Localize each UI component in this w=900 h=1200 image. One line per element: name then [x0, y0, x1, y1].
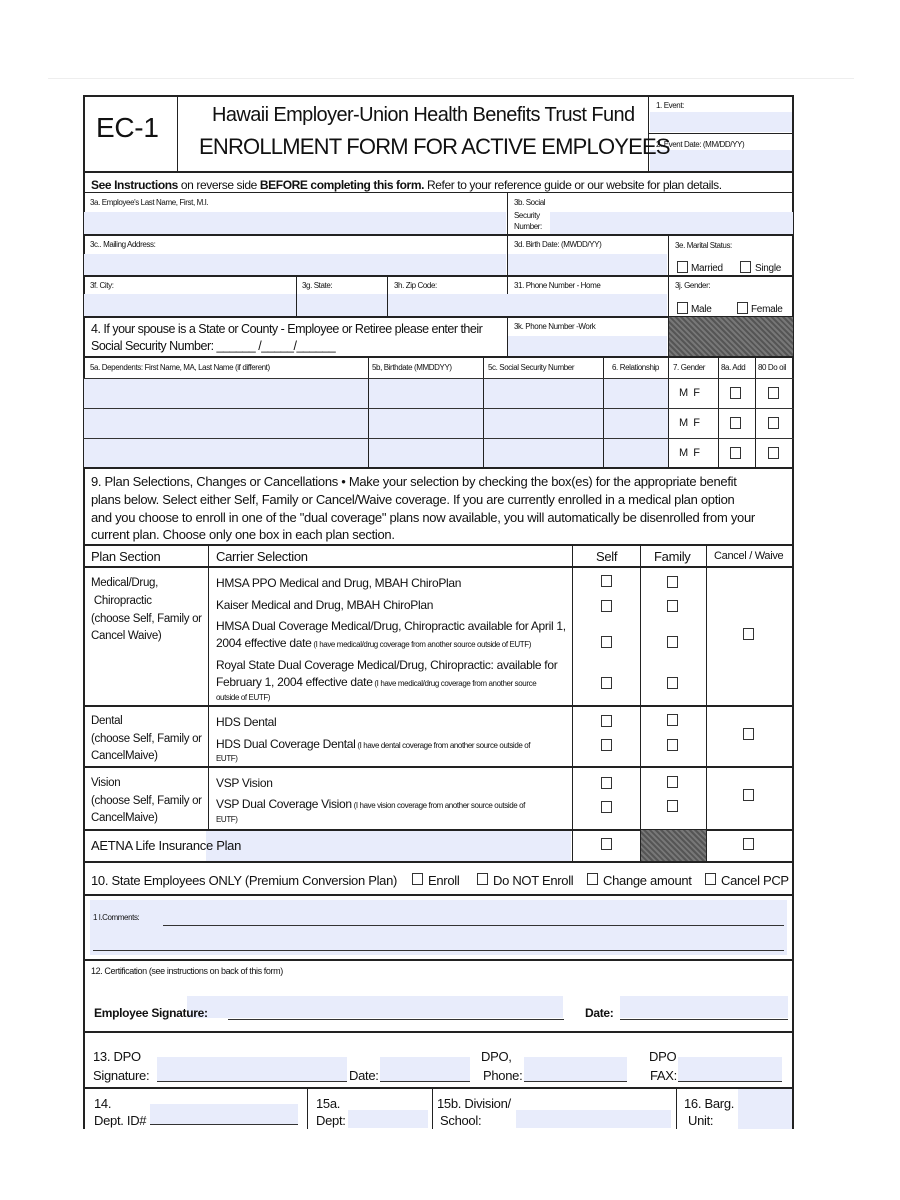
self-checkbox[interactable]: [601, 600, 612, 612]
cancel-pcp-label: Cancel PCP: [721, 873, 789, 888]
section9-text: current plan. Choose only one box in each plan section.: [91, 527, 395, 542]
plan-header: Plan Section: [91, 549, 161, 564]
label-3c: 3c.. Mailing Address:: [90, 240, 156, 249]
label-3e: 3e. Marital Status:: [675, 241, 732, 250]
carrier-kaiser: Kaiser Medical and Drug, MBAH ChiroPlan: [216, 598, 434, 612]
plan-header: Carrier Selection: [216, 549, 308, 564]
female-checkbox[interactable]: [737, 302, 748, 314]
form-subtitle: ENROLLMENT FORM FOR ACTIVE EMPLOYEES: [199, 134, 670, 159]
instructions-text: See Instructions on reverse side BEFORE completing this form. Refer to your reference guide or our website for plan details.: [91, 178, 722, 192]
male-label: Male: [691, 304, 712, 315]
ssn-field[interactable]: [550, 212, 793, 234]
comments-field[interactable]: [90, 900, 787, 955]
label-3k: 3k. Phone Number -Work: [514, 322, 596, 331]
dpo-date-field[interactable]: [380, 1057, 470, 1081]
dpo-phone-field[interactable]: [524, 1057, 627, 1081]
dept-label-2: Dept:: [316, 1113, 346, 1128]
self-checkbox[interactable]: [601, 575, 612, 587]
family-checkbox[interactable]: [667, 600, 678, 612]
plan-header: Cancel / Waive: [714, 550, 784, 562]
dpo-signature-label: Signature:: [93, 1068, 150, 1083]
page-edge: [48, 78, 854, 79]
vision-section-label: Vision: [91, 777, 121, 789]
employee-name-field[interactable]: [84, 212, 506, 234]
dental-section-label: CancelMaive): [91, 750, 158, 762]
family-checkbox[interactable]: [667, 576, 678, 588]
self-checkbox[interactable]: [601, 777, 612, 789]
event-label: 1. Event:: [656, 101, 684, 110]
division-field[interactable]: [516, 1110, 671, 1128]
aetna-cancel-checkbox[interactable]: [743, 838, 754, 850]
event-field[interactable]: [650, 112, 792, 132]
dpo-phone-label: DPO,: [481, 1049, 512, 1064]
dep-add-checkbox[interactable]: [730, 417, 741, 429]
section9-text: and you choose to enroll in one of the "dual coverage" plans now available, you will automatically be disenrolled from your: [91, 510, 755, 525]
signature-date-label: Date:: [585, 1006, 614, 1020]
employee-signature-label: Employee Signature:: [94, 1006, 208, 1020]
redacted-area: [641, 830, 706, 862]
dept-id-label: 14.: [94, 1096, 112, 1111]
label-3b: 3b. Social: [514, 198, 546, 207]
division-label-2: School:: [440, 1113, 482, 1128]
self-checkbox[interactable]: [601, 636, 612, 648]
label-3h: 3h. Zip Code:: [394, 281, 437, 290]
enroll-label: Enroll: [428, 873, 460, 888]
dpo-fax-label-2: FAX:: [650, 1068, 677, 1083]
family-checkbox[interactable]: [667, 714, 678, 726]
aetna-label: AETNA Life Insurance Plan: [91, 838, 242, 853]
spouse-ssn-field[interactable]: Social Security Number: ______ /_____/______: [91, 339, 336, 353]
carrier-hds-dual-2: EUTF): [216, 754, 238, 763]
carrier-royal-state: Royal State Dual Coverage Medical/Drug, Chiropractic: available for: [216, 658, 558, 672]
form-code: EC-1: [96, 112, 159, 143]
dental-section-label: Dental: [91, 715, 123, 727]
dep-add-checkbox[interactable]: [730, 447, 741, 459]
self-checkbox[interactable]: [601, 801, 612, 813]
dep-header: 5a. Dependents: First Name, MA, Last Name (if different): [90, 363, 270, 372]
family-checkbox[interactable]: [667, 739, 678, 751]
married-label: Married: [691, 263, 723, 274]
carrier-vsp-vision: VSP Vision: [216, 776, 273, 790]
label-3j: 3j. Gender:: [675, 281, 711, 290]
dep-drop-checkbox[interactable]: [768, 447, 779, 459]
label-3f: 3f. City:: [90, 281, 114, 290]
self-checkbox[interactable]: [601, 677, 612, 689]
cancel-pcp-checkbox[interactable]: [705, 873, 716, 885]
section9-text: plans below. Select either Self, Family or Cancel/Waive coverage. If you are currently enrolled in a medical plan option: [91, 492, 735, 507]
city-state-zip-phone-fields[interactable]: [84, 294, 667, 316]
dpo-signature-field[interactable]: [157, 1057, 347, 1081]
carrier-hmsa-dual: HMSA Dual Coverage Medical/Drug, Chiropractic available for April 1,: [216, 619, 566, 633]
dep-drop-checkbox[interactable]: [768, 417, 779, 429]
comments-label: 1 l.Comments:: [93, 913, 140, 922]
barg-unit-label-2: Unit:: [688, 1113, 714, 1128]
dpo-label: 13. DPO: [93, 1049, 141, 1064]
enroll-checkbox[interactable]: [412, 873, 423, 885]
employee-signature-field[interactable]: [187, 996, 563, 1018]
work-phone-field[interactable]: [508, 336, 667, 356]
medical-section-label: Cancel Waive): [91, 630, 162, 642]
do-not-enroll-checkbox[interactable]: [477, 873, 488, 885]
single-checkbox[interactable]: [740, 261, 751, 273]
event-date-label: 2. Event Date: (MM/DD/YY): [656, 140, 745, 149]
do-not-enroll-label: Do NOT Enroll: [493, 873, 574, 888]
section10-label: 10. State Employees ONLY (Premium Conversion Plan): [91, 873, 398, 888]
section9-text: 9. Plan Selections, Changes or Cancellations • Make your selection by checking the box(es) for the appropriate benefit: [91, 474, 737, 489]
dep-gender[interactable]: M F: [679, 447, 701, 459]
dental-section-label: (choose Self, Family or: [91, 733, 202, 745]
family-checkbox[interactable]: [667, 776, 678, 788]
carrier-vsp-dual: VSP Dual Coverage Vision (I have vision coverage from another source outside of: [216, 797, 525, 811]
dep-header: 6. Relationship: [612, 363, 659, 372]
dependents-fields[interactable]: [84, 378, 668, 468]
male-checkbox[interactable]: [677, 302, 688, 314]
change-amount-label: Change amount: [603, 873, 692, 888]
redacted-area: [669, 317, 793, 357]
change-amount-checkbox[interactable]: [587, 873, 598, 885]
carrier-royal-state-2: February 1, 2004 effective date (I have medical/drug coverage from another source: [216, 675, 537, 689]
vision-section-label: CancelMaive): [91, 812, 158, 824]
married-checkbox[interactable]: [677, 261, 688, 273]
birth-date-field[interactable]: [508, 254, 667, 275]
barg-unit-field[interactable]: [738, 1089, 792, 1129]
dep-header: 8a. Add: [721, 363, 746, 372]
division-label: 15b. Division/: [437, 1096, 511, 1111]
dept-id-field[interactable]: [150, 1104, 298, 1125]
carrier-hds-dual: HDS Dual Coverage Dental (I have dental coverage from another source outside of: [216, 737, 531, 751]
barg-unit-label: 16. Barg.: [684, 1096, 735, 1111]
dep-header: 5c. Social Security Number: [488, 363, 575, 372]
label-3a: 3a. Employee's Last Name, First, M.I.: [90, 198, 209, 207]
form-title: Hawaii Employer-Union Health Benefits Trust Fund: [212, 104, 635, 126]
family-checkbox[interactable]: [667, 677, 678, 689]
carrier-hds-dental: HDS Dental: [216, 715, 277, 729]
family-checkbox[interactable]: [667, 636, 678, 648]
dep-header: 7. Gender: [673, 363, 705, 372]
dept-field[interactable]: [348, 1110, 428, 1128]
aetna-self-checkbox[interactable]: [601, 838, 612, 850]
event-date-field[interactable]: [650, 150, 792, 171]
dept-id-label-2: Dept. ID#: [94, 1113, 147, 1128]
carrier-hmsa-ppo: HMSA PPO Medical and Drug, MBAH ChiroPlan: [216, 576, 462, 590]
cancel-waive-checkbox[interactable]: [743, 628, 754, 640]
dpo-phone-label-2: Phone:: [483, 1068, 523, 1083]
dep-header: 5b, Birthdate (MMDDYY): [372, 363, 452, 372]
dep-gender[interactable]: M F: [679, 387, 701, 399]
carrier-hmsa-dual-2: 2004 effective date (I have medical/drug coverage from another source outside of EUTF): [216, 636, 532, 650]
dpo-fax-label: DPO: [649, 1049, 677, 1064]
carrier-vsp-dual-2: EUTF): [216, 815, 238, 824]
mailing-address-field[interactable]: [84, 254, 506, 275]
dep-gender[interactable]: M F: [679, 417, 701, 429]
medical-section-label: Chiropractic: [91, 595, 152, 607]
cancel-waive-checkbox[interactable]: [743, 789, 754, 801]
label-3b-3: Number:: [514, 222, 542, 231]
self-checkbox[interactable]: [601, 739, 612, 751]
self-checkbox[interactable]: [601, 715, 612, 727]
carrier-royal-state-3: outside of EUTF): [216, 693, 271, 702]
medical-section-label: Medical/Drug,: [91, 577, 159, 589]
single-label: Single: [755, 263, 781, 274]
vision-section-label: (choose Self, Family or: [91, 795, 202, 807]
certification-label: 12. Certification (see instructions on back of this form): [91, 966, 283, 976]
family-checkbox[interactable]: [667, 800, 678, 812]
signature-date-field[interactable]: [620, 996, 788, 1018]
plan-header: Family: [654, 549, 691, 564]
label-3b-2: Security: [514, 211, 540, 220]
spouse-ssn-text: 4. If your spouse is a State or County - Employee or Retiree please enter their: [91, 322, 483, 336]
label-3i: 31. Phone Number - Home: [514, 281, 601, 290]
dpo-fax-field[interactable]: [678, 1057, 782, 1081]
dep-add-checkbox[interactable]: [730, 387, 741, 399]
dep-header: 80 Do oil: [758, 363, 786, 372]
dept-label: 15a.: [316, 1096, 341, 1111]
plan-header: Self: [596, 549, 618, 564]
label-3d: 3d. Birth Date: (MWDD/YY): [514, 240, 602, 249]
dpo-date-label: Date:: [349, 1068, 379, 1083]
dep-drop-checkbox[interactable]: [768, 387, 779, 399]
aetna-field: [206, 831, 571, 861]
cancel-waive-checkbox[interactable]: [743, 728, 754, 740]
label-3g: 3g. State:: [302, 281, 333, 290]
medical-section-label: (choose Self, Family or: [91, 613, 202, 625]
female-label: Female: [751, 304, 783, 315]
